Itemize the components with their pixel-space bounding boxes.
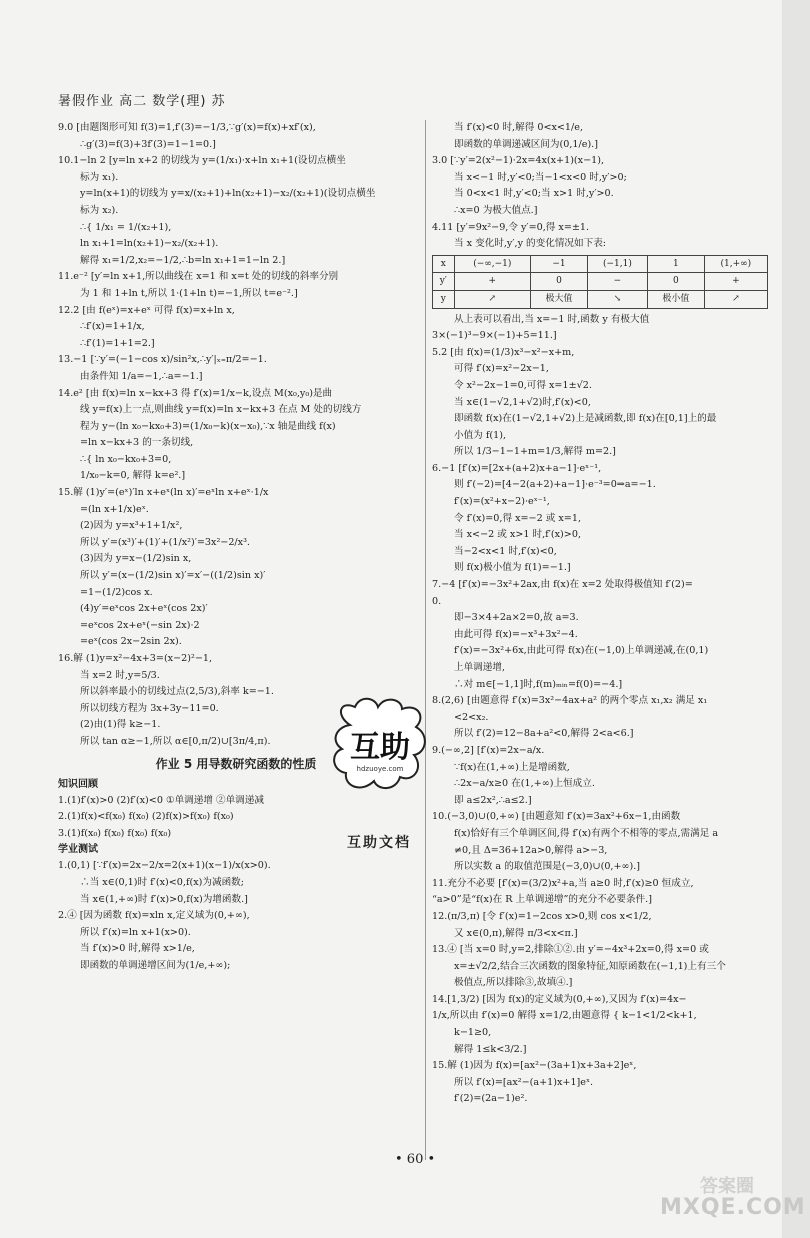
table-cell: ↘ [587,290,647,308]
text-line: 13.−1 [∵y′=(−1−cos x)/sin²x,∴y′|ₓ₌π/2=−1. [58,354,267,366]
page-number: • 60 • [395,1152,436,1167]
knowledge-review-heading: 知识回顾 [58,778,98,790]
text-line: 16.解 (1)y=x²−4x+3=(x−2)²−1, [58,653,213,664]
table-cell: 1 [647,255,704,273]
right-column [432,120,768,1108]
text-line: 解得 1≤k<3/2.] [454,1043,527,1055]
text-line: ∴f′(x)=1+1/x, [80,321,145,333]
text-line: 线 y=f(x)上一点,则曲线 y=f(x)=ln x−kx+3 在点 M 处的切线方 [80,404,362,416]
text-line: 当 0<x<1 时,y′<0;当 x>1 时,y′>0. [454,188,614,200]
text-line: ∵f(x)在(1,+∞)上是增函数, [454,761,570,773]
text-line: 所以 f′(x)=[ax²−(a+1)x+1]eˣ. [454,1076,594,1088]
table-cell: y′ [433,273,455,291]
text-line: 即 a≤2x²,∴a≤2.] [454,794,532,806]
text-line: ∴当 x∈(0,1)时 f′(x)<0,f(x)为减函数; [80,876,245,888]
text-line: 即函数的单调递减区间为(0,1/e).] [454,138,598,150]
watermark-url: MXQE.COM [660,1195,806,1220]
text-line: 15.解 (1)y′=(eˣ)′ln x+eˣ(ln x)′=eˣln x+eˣ·1/x [58,487,269,499]
table-cell: + [454,273,531,291]
table-cell: x [433,255,455,273]
text-line: 9.(−∞,2] [f′(x)=2x−a/x. [432,744,545,756]
text-line: 2.(1)f(x)<f(x₀) f(x₀) (2)f(x)>f(x₀) f(x₀) [58,811,234,823]
logo-main-text: 互助 [350,730,410,765]
text-line: 程为 y−(ln x₀−kx₀+3)=(1/x₀−k)(x−x₀),∵x 轴是曲线 f(x) [80,420,336,432]
text-line: 上单调递增, [454,662,506,673]
text-line: 所以 1/3−1−1+m=1/3,解得 m=2.] [454,446,616,458]
watermark-logo-text: 答案圈 [700,1176,754,1197]
text-line: 则 f(x)极小值为 f(1)=−1.] [454,562,571,574]
huzhu-logo [330,695,430,805]
practice-heading: 学业测试 [58,844,98,856]
table-cell: 0 [647,273,704,291]
text-line: ∴{ ln x₀−kx₀+3=0, [80,453,172,465]
page-edge-shadow [782,0,810,1238]
text-line: (3)因为 y=x−(1/2)sin x, [80,553,192,565]
table-cell: (1,+∞) [704,255,767,273]
text-line: y=ln(x+1)的切线为 y=x/(x₂+1)+ln(x₂+1)−x₂/(x₂+1)(设切点横坐 [80,188,376,200]
text-line: 15.解 (1)因为 f(x)=[ax²−(3a+1)x+3a+2]eˣ, [432,1060,637,1072]
text-line: 当 x<−2 或 x>1 时,f′(x)>0, [454,529,581,541]
text-line: ∴f′(1)=1+1=2.] [80,337,155,349]
text-line: 5.2 [由 f(x)=(1/3)x³−x²−x+m, [432,346,575,358]
text-line: 标为 x₁). [80,171,119,183]
table-cell: y [433,290,455,308]
text-line: 当 x<−1 时,y′<0;当−1<x<0 时,y′>0; [454,171,627,183]
table-cell: (−1,1) [587,255,647,273]
text-line: f(x)恰好有三个单调区间,得 f′(x)有两个不相等的零点,需满足 a [454,827,719,839]
text-line: 解得 x₁=1/2,x₂=−1/2,∴b=ln x₁+1=1−ln 2.] [80,254,286,266]
text-line: 当 x 变化时,y′,y 的变化情况如下表: [454,238,607,250]
text-line: 14.[1,3/2) [因为 f(x)的定义域为(0,+∞),又因为 f′(x)=4x− [432,993,687,1005]
text-line: 3×(−1)³−9×(−1)+5=11.] [432,330,557,342]
text-line: 11.e⁻² [y′=ln x+1,所以曲线在 x=1 和 x=t 处的切线的斜率分别 [58,271,339,283]
text-line: 12.(π/3,π) [令 f′(x)=1−2cos x>0,则 cos x<1/2, [432,910,652,922]
text-line: 9.0 [由题图形可知 f(3)=1,f′(3)=−1/3,∵g′(x)=f(x)+xf′(x), [58,122,316,133]
text-line: ∴g′(3)=f(3)+3f′(3)=1−1=0.] [80,138,216,150]
text-line: ∴2x−a/x≥0 在(1,+∞)上恒成立. [454,778,595,790]
text-line: (2)因为 y=x³+1+1/x², [80,520,183,532]
text-line: 从上表可以看出,当 x=−1 时,函数 y 有极大值 [454,313,650,325]
left-answers [58,120,414,751]
text-line: 2.④ [因为函数 f(x)=xln x,定义域为(0,+∞), [58,910,250,922]
text-line: 即函数的单调递增区间为(1/e,+∞); [80,959,231,971]
practice-list [58,858,414,974]
text-line: 1.(0,1) [∵f′(x)=2x−2/x=2(x+1)(x−1)/x(x>0). [58,860,271,872]
text-line: 极值点,所以排除③,故填④.] [454,977,573,989]
page-header: 暑假作业 高二 数学(理) 苏 [58,94,226,109]
text-line: 为 1 和 1+ln t,所以 1·(1+ln t)=−1,所以 t=e⁻².] [80,287,298,299]
text-line: 14.e² [由 f(x)=ln x−kx+3 得 f′(x)=1/x−k,设点 M(x₀,y₀)是曲 [58,387,333,399]
text-line: 即函数 f(x)在(1−√2,1+√2)上是减函数,即 f(x)在[0,1]上的最 [454,413,717,425]
text-line: 10.(−3,0)∪(0,+∞) [由题意知 f′(x)=3ax²+6x−1,由函数 [432,811,681,823]
table-cell: 0 [531,273,588,291]
table-cell: 极小值 [647,290,704,308]
text-line: ∴对 m∈[−1,1]时,f(m)ₘᵢₙ=f(0)=−4.] [454,678,623,690]
text-line: ≠0,且 Δ=36+12a>0,解得 a>−3, [454,844,608,856]
table-cell: ↗ [704,290,767,308]
text-line: =1−(1/2)cos x. [80,586,153,598]
table-cell: −1 [531,255,588,273]
text-line: 又 x∈(0,π),解得 π/3<x<π.] [454,927,578,939]
text-line: 1.(1)f′(x)>0 (2)f′(x)<0 ①单调递增 ②单调递减 [58,794,264,806]
text-line: 13.④ [当 x=0 时,y=2,排除①②.由 y′=−4x³+2x=0,得 x=0 或 [432,944,709,956]
text-line: 当 x∈(1−√2,1+√2)时,f′(x)<0, [454,396,591,408]
text-line: 7.−4 [f′(x)=−3x²+2ax,由 f(x)在 x=2 处取得极值知 f′(2)= [432,579,693,591]
right-answers-top [432,120,768,253]
text-line: 6.−1 [f′(x)=[2x+(a+2)x+a−1]·eˣ⁻¹, [432,462,602,474]
table-row [433,273,768,291]
table-cell: 极大值 [531,290,588,308]
text-line: =(ln x+1/x)eˣ. [80,503,149,515]
text-line: =eˣ(cos 2x−2sin 2x). [80,636,182,648]
text-line: 8.(2,6) [由题意得 f′(x)=3x²−4ax+a² 的两个零点 x₁,x₂ 满足 x₁ [432,695,708,707]
table-cell: + [704,273,767,291]
right-answers-bottom [432,312,768,1109]
text-line: 由条件知 1/a=−1,∴a=−1.] [80,370,203,382]
text-line: 所以 y′=(x³)′+(1)′+(1/x²)′=3x²−2/x³. [80,536,250,548]
table-cell: ↗ [454,290,531,308]
text-line: 由此可得 f(x)=−x³+3x²−4. [454,628,578,640]
text-line: 1/x,所以由 f′(x)=0 解得 x=1/2,由题意得 { k−1<1/2<k+1, [432,1010,697,1022]
text-line: 11.充分不必要 [f′(x)=(3/2)x²+a,当 a≥0 时,f′(x)≥0 恒成立, [432,877,694,889]
text-line: 所以 y′=(x−(1/2)sin x)′=x′−((1/2)sin x)′ [80,570,266,582]
variation-table [432,255,768,309]
text-line: <2<x₂. [454,711,489,723]
text-line: k−1≥0, [454,1027,492,1039]
text-line: (2)由(1)得 k≥−1. [80,719,161,731]
text-line: 当−2<x<1 时,f′(x)<0, [454,545,557,557]
text-line: 当 x=2 时,y=5/3. [80,669,160,681]
text-line: 令 f′(x)=0,得 x=−2 或 x=1, [454,512,581,524]
logo-subtitle: 互助文档 [347,835,411,851]
text-line: ln x₁+1=ln(x₂+1)−x₂/(x₂+1). [80,238,219,250]
text-line: 则 f′(−2)=[4−2(a+2)+a−1]·e⁻³=0⇒a=−1. [454,479,656,491]
text-line: =ln x−kx+3 的一条切线, [80,437,194,449]
text-line: 3.0 [∵y′=2(x²−1)·2x=4x(x+1)(x−1), [432,155,605,167]
text-line: f′(x)=(x²+x−2)·eˣ⁻¹, [454,496,550,508]
text-line: ∴{ 1/x₁ = 1/(x₂+1), [80,221,172,233]
text-line: 可得 f′(x)=x²−2x−1, [454,363,549,375]
table-cell: (−∞,−1) [454,255,531,273]
text-line: 所以切线方程为 3x+3y−11=0. [80,702,219,714]
text-line: 1/x₀−k=0, 解得 k=e².] [80,470,186,482]
text-line: 所以实数 a 的取值范围是(−3,0)∪(0,+∞).] [454,861,641,873]
text-line: 当 f′(x)<0 时,解得 0<x<1/e, [454,122,583,133]
text-line: 小值为 f(1), [454,429,507,441]
table-row [433,290,768,308]
text-line: 令 x²−2x−1=0,可得 x=1±√2. [454,379,592,391]
text-line: 12.2 [由 f(eˣ)=x+eˣ 可得 f(x)=x+ln x, [58,304,235,316]
text-line: 所以 f′(x)=ln x+1(x>0). [80,926,191,938]
text-line: 10.1−ln 2 [y=ln x+2 的切线为 y=(1/x₁)·x+ln x₁+1(设切点横坐 [58,155,346,167]
section-title: 作业 5 用导数研究函数的性质 [155,756,317,771]
column-divider [425,120,426,1160]
text-line: 标为 x₂). [80,204,119,216]
text-line: 4.11 [y′=9x²−9,令 y′=0,得 x=±1. [432,221,590,233]
text-line: ∴x=0 为极大值点.] [454,204,538,216]
text-line: 即−3×4+2a×2=0,故 a=3. [454,612,579,624]
text-line: =eˣcos 2x+eˣ(−sin 2x)·2 [80,619,200,631]
text-line: (4)y′=eˣcos 2x+eˣ(cos 2x)′ [80,603,208,615]
text-line: 所以斜率最小的切线过点(2,5/3),斜率 k=−1. [80,686,274,698]
text-line: 3.(1)f(x₀) f(x₀) f(x₀) f(x₀) [58,827,172,839]
text-line: f′(2)=(2a−1)e². [454,1093,528,1105]
table-row [433,255,768,273]
text-line: f′(x)=−3x²+6x,由此可得 f(x)在(−1,0)上单调递减,在(0,1) [454,645,709,657]
text-line: 当 x∈(1,+∞)时 f′(x)>0,f(x)为增函数.] [80,893,248,905]
logo-url-text: hdzuoye.com [356,765,404,773]
text-line: 所以 f′(2)=12−8a+a²<0,解得 2<a<6.] [454,728,634,740]
text-line: 0. [432,595,442,607]
table-cell: − [587,273,647,291]
text-line: 所以 tan α≥−1,所以 α∈[0,π/2)∪[3π/4,π). [80,735,271,747]
text-line: “a>0”是“f(x)在 R 上单调递增”的充分不必要条件.] [432,894,652,906]
text-line: x=±√2/2,结合三次函数的图象特征,知原函数在(−1,1)上有三个 [454,960,726,972]
text-line: 当 f′(x)>0 时,解得 x>1/e, [80,943,195,955]
